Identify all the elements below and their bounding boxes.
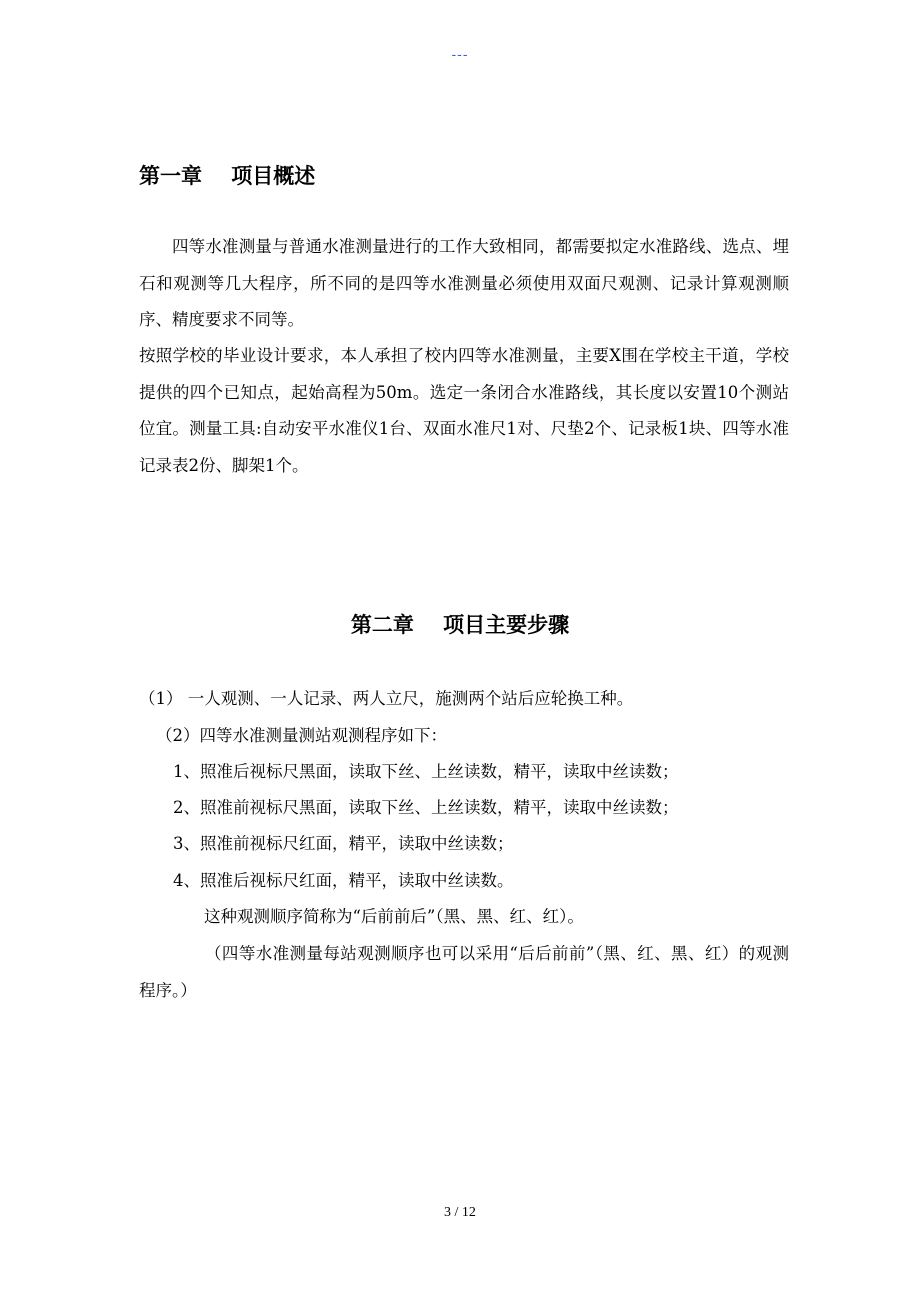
step-line: 3、照准前视标尺红面，精平，读取中丝读数； (173, 834, 514, 853)
step-line: 1、照准后视标尺黑面，读取下丝、上丝读数，精平，读取中丝读数； (173, 762, 679, 781)
chapter-2-title: 第二章 项目主要步骤 (350, 613, 570, 637)
header-mark: --- (451, 48, 469, 63)
step-line: 这种观测顺序简称为“后前前后”（黑、黑、红、红）。 (204, 907, 584, 926)
chapter-2-note: （四等水准测量每站观测顺序也可以采用“后后前前”（黑、红、黑、红）的观测程序。） (139, 944, 789, 1000)
step-line: （1） 一人观测、一人记录、两人立尺，施测两个站后应轮换工种。 (139, 689, 634, 708)
chapter-1-paragraph-1: 四等水准测量与普通水准测量进行的工作大致相同，都需要拟定水准路线、选点、埋石和观测等几大程序，所不同的是四等水准测量必须使用双面尺观测、记录计算观测顺序、精度要求不同等。 (139, 237, 789, 329)
chapter-1-paragraph-2: 按照学校的毕业设计要求，本人承担了校内四等水准测量，主要X围在学校主干道，学校提供的四个已知点，起始高程为50m。选定一条闭合水准路线，其长度以安置10个测站位宜。测量工具:自动安平水准仪1台、双面水准尺1对、尺垫2个、记录板1块、四等水准记录表2份、脚架1个。 (139, 346, 789, 475)
step-line: 4、照准后视标尺红面，精平，读取中丝读数。 (173, 871, 514, 890)
chapter-1-title: 第一章 项目概述 (139, 164, 316, 188)
page-number: 3 / 12 (444, 1205, 476, 1220)
step-line: （2）四等水准测量测站观测程序如下： (156, 726, 447, 745)
step-line: 2、照准前视标尺黑面，读取下丝、上丝读数，精平，读取中丝读数； (173, 798, 679, 817)
